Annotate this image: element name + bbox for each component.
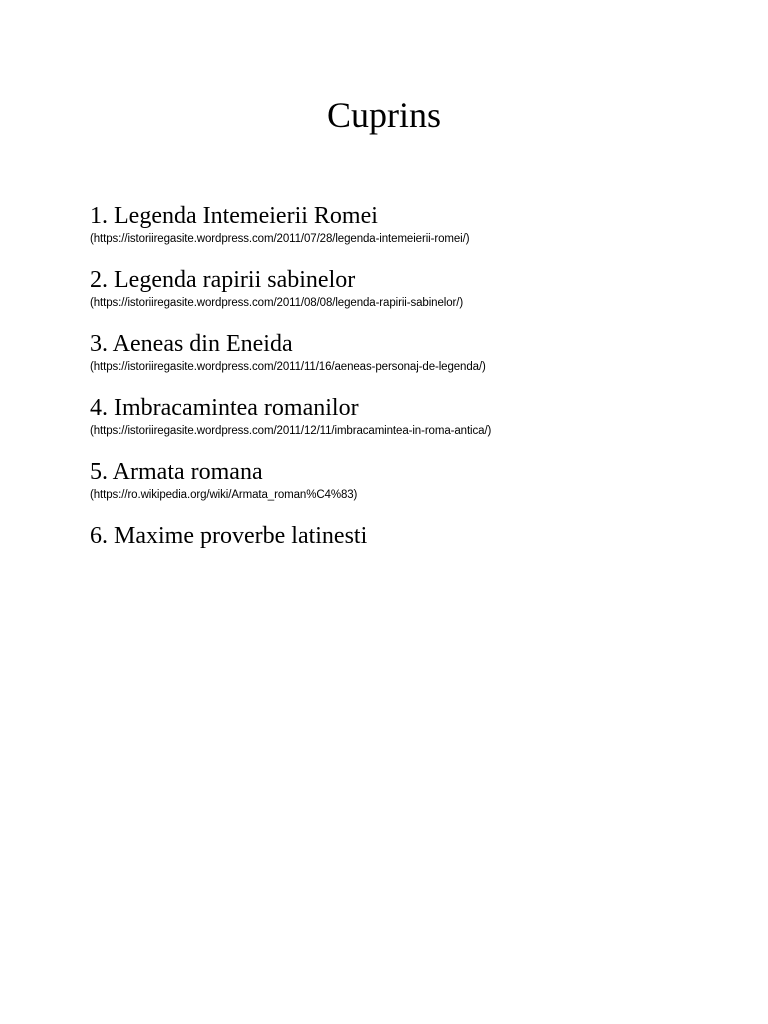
page-title: Cuprins [326, 95, 441, 135]
toc-entry-1 [90, 200, 740, 264]
toc-entry-url: (https://istoriiregasite.wordpress.com/2011/07/28/legenda-intemeierii-romei/) [90, 233, 470, 245]
toc-entry-title: 5. Armata romana [90, 459, 263, 485]
toc-entry-title: 6. Maxime proverbe latinesti [90, 523, 368, 549]
toc-entry-4 [90, 392, 740, 456]
toc-entry-title: 4. Imbracamintea romanilor [90, 395, 359, 421]
toc-entry-title: 1. Legenda Intemeierii Romei [90, 203, 378, 229]
toc-entry-title: 3. Aeneas din Eneida [90, 331, 293, 357]
toc-entry-url: (https://istoriiregasite.wordpress.com/2011/08/08/legenda-rapirii-sabinelor/) [90, 297, 464, 309]
toc-entry-2 [90, 264, 740, 328]
toc-entry-url: (https://ro.wikipedia.org/wiki/Armata_roman%C4%83) [90, 489, 358, 501]
toc-entry-url: (https://istoriiregasite.wordpress.com/2011/11/16/aeneas-personaj-de-legenda/) [90, 361, 486, 373]
toc-entry-6 [90, 520, 740, 584]
toc-entry-title: 2. Legenda rapirii sabinelor [90, 267, 356, 293]
toc-entry-url: (https://istoriiregasite.wordpress.com/2011/12/11/imbracamintea-in-roma-antica/) [90, 425, 492, 437]
toc-entry-3 [90, 328, 740, 392]
toc-entry-5 [90, 456, 740, 520]
table-of-contents [90, 200, 740, 584]
